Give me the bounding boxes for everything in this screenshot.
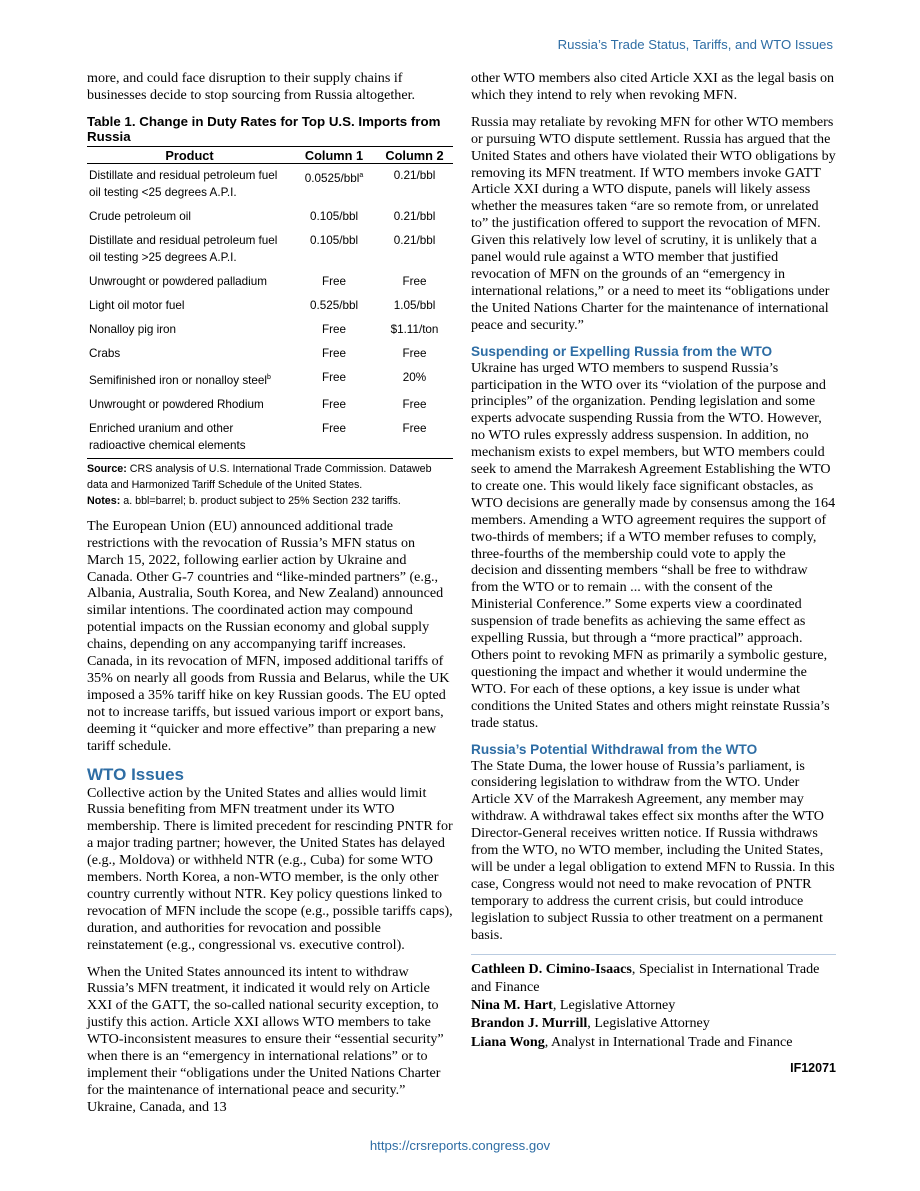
product-cell: Unwrought or powdered Rhodium [89,397,264,411]
column-2-cell: Free [402,346,427,360]
author-role: , Legislative Attorney [587,1015,710,1032]
column-2-cell: 0.21/bbl [393,233,436,247]
left-column [87,70,453,1126]
column-1-cell: Free [321,322,347,336]
column-1-cell: 0.525/bbl [309,298,359,312]
paragraph: The European Union (EU) announced additional trade restrictions with the revocation of Russia’s MFN status on March 15, 2022, following earlier action by Ukraine and Canada. Other G-7 countries and “like-minded partners” (e.g., Albania, Australia, South Korea, and New Zealand) announced similar intentions. The coordinated action may compound potential impacts on the Russian economy and global supply chains, depending on any accompanying tariff increases. Canada, in its revocation of MFN, imposed additional tariffs of 35% on nearly all goods from Russia and Belarus, while the UK imposed a 35% tariff hike on key Russian goods. The EU opted not to increase tariffs, but issued various import or export bans, deeming it “quicker and more effective” than preparing a new tariff schedule. [87,517,450,754]
footnote-marker: b [267,373,271,381]
column-2-cell: Free [376,417,453,459]
notes-label: Notes: [87,494,121,507]
author-list [471,960,836,1051]
author-entry [471,1014,836,1032]
column-header-column-2: Column 2 [376,146,453,163]
author-entry [471,960,836,997]
table-row [87,229,453,270]
column-2-cell: 20% [402,370,427,384]
duty-rate-table-block [87,114,453,509]
paragraph: more, and could face disruption to their supply chains if businesses decide to stop sourcing from Russia altogether. [87,70,416,103]
column-2-cell: 0.21/bbl [393,168,436,182]
paragraph: Collective action by the United States and allies would limit Russia benefiting from MFN treatment under its WTO membership. There is limited precedent for rescinding PNTR for a major trading partner; however, the United States has delayed (e.g., Moldova) or withheld NTR (e.g., Cuba) for some WTO members. North Korea, a non-WTO member, is the only other country currently without NTR. Key policy questions linked to revocation of MFN include the scope (e.g., possible tariffs caps), duration, and authorities for revocation and possible reinstatement (e.g., congressional vs. executive control). [87,784,453,953]
table-row [87,270,453,294]
column-2-cell: 1.05/bbl [393,298,436,312]
author-role: , Legislative Attorney [552,997,676,1014]
subsection-heading-suspending: Suspending or Expelling Russia from the WTO [471,343,773,359]
column-2-cell: Free [402,397,427,411]
product-cell: Nonalloy pig iron [89,322,177,336]
column-1-cell: 0.105/bbl [309,209,359,223]
product-cell: Crude petroleum oil [89,209,191,223]
column-1-cell: Free [292,417,376,459]
table-row [87,318,453,342]
footnote-marker: a [359,171,364,179]
source-label: Source: [87,462,127,475]
section-heading-wto-issues: WTO Issues [87,764,184,784]
column-header-product: Product [87,146,292,163]
table-row [87,342,453,366]
author-name: Cathleen D. Cimino-Isaacs [471,960,632,977]
document-id: IF12071 [790,1060,836,1075]
author-entry [471,996,836,1014]
product-cell: Distillate and residual petroleum fuel oil testing <25 degrees A.P.I. [89,168,278,199]
footer-url-link[interactable]: https://crsreports.congress.gov [369,1138,551,1153]
column-2-cell: $1.11/ton [390,322,439,336]
paragraph: When the United States announced its intent to withdraw Russia’s MFN treatment, it indicated it would rely on Article XXI of the GATT, the so-called national security exception, to justify this action. Article XXI allows WTO members to take WTO-inconsistent measures to ensure their “essential security” when there is an “emergency in international relations” or to implement their “obligations under the United Nations Charter for the maintenance of international peace and security.” Ukraine, Canada, and 13 [87,963,444,1115]
table-row [87,366,453,393]
table-row [87,393,453,417]
author-name: Brandon J. Murrill [471,1015,588,1032]
paragraph: other WTO members also cited Article XXI as the legal basis on which they intend to rely when revoking MFN. [471,70,835,103]
author-name: Liana Wong [471,1033,545,1050]
column-2-cell: 0.21/bbl [393,209,436,223]
table-header-row [87,146,453,163]
source-text: CRS analysis of U.S. International Trade Commission. Dataweb data and Harmonized Tariff Schedule of the United States. [87,462,432,491]
duty-rate-table [87,146,453,459]
table-row [87,294,453,318]
paragraph: Ukraine has urged WTO members to suspend Russia’s participation in the WTO over its “violation of the purpose and principles” of the organization. Pending legislation and some experts advocate suspending Russia from the WTO. However, no WTO rules expressly address suspension. In addition, no mechanism exists to expel members, but WTO members could seek to amend the Marrakesh Agreement Establishing the WTO to create one. This would likely face significant obstacles, as WTO decisions are generally made by consensus among the 164 members. Amending a WTO agreement requires the support of two-thirds of members; if a WTO member refuses to comply, three-fourths of the membership could vote to apply the decision and dissenting members “shall be free to withdraw from the WTO or to remain ... with the consent of the Ministerial Conference.” Some experts view a coordinated suspension of trade benefits as achieving the same effect as expelling Russia, but through a “more practical” approach. Others point to revoking MFN as primarily a symbolic gesture, questioning the impact and whether it would undermine the WTO. For each of these options, a key issue is under what conditions the United States and others might reinstate Russia’s trade status. [471,359,836,731]
table-source-notes [87,461,453,509]
author-role: , Analyst in International Trade and Finance [544,1033,793,1050]
column-header-column-1: Column 1 [292,146,376,163]
paragraph: The State Duma, the lower house of Russia’s parliament, is considering legislation to withdraw from the WTO. Under Article XV of the Marrakesh Agreement, any member may withdraw. A withdrawal takes effect six months after the WTO Director-General receives written notice. If Russia withdraws from the WTO, no WTO member, including the United States, will be under a legal obligation to extend MFN to Russia. In this case, Congress would not need to make revocation of PNTR temporary to address the current crisis, but could introduce legislation to subject Russia to other treatment on a permanent basis. [471,757,835,943]
column-1-cell: Free [321,370,347,384]
product-cell: Semifinished iron or nonalloy steel$^b$ [89,373,271,387]
paragraph: Russia may retaliate by revoking MFN for other WTO members or pursuing WTO dispute settlement. Russia has argued that the United States and others have violated their WTO obligations by removing its MFN treatment. If WTO members invoke GATT Article XXI during a WTO dispute, panels will likely assess whether the measures taken “are so remote from, or unrelated to” the justification offered to support the revocation of MFN. Given this relatively low level of scrutiny, it is unlikely that a panel would rule against a WTO member that justified revocation of MFN on the grounds of an “emergency in international relations,” or a need to meet its “obligations under the United Nations Charter for the maintenance of international peace and security.” [471,113,836,333]
subsection-heading-withdrawal: Russia’s Potential Withdrawal from the WTO [471,741,758,757]
column-1-cell: 0.0525/bbl$^a$ [304,171,364,185]
product-cell: Unwrought or powdered palladium [89,274,268,288]
product-cell: Crabs [89,346,121,360]
column-1-cell: 0.105/bbl [309,233,359,247]
right-column [471,70,836,1075]
product-cell: Distillate and residual petroleum fuel oil testing >25 degrees A.P.I. [89,233,278,264]
table-row [87,205,453,229]
author-divider [471,954,836,955]
product-cell: Enriched uranium and other radioactive chemical elements [87,417,292,459]
table-row [87,417,453,459]
notes-text: a. bbl=barrel; b. product subject to 25% Section 232 tariffs. [123,494,401,507]
column-1-cell: Free [321,397,347,411]
author-name: Nina M. Hart [471,997,553,1014]
author-role: , Specialist in International Trade and Finance [471,960,820,995]
product-cell: Light oil motor fuel [89,298,185,312]
column-2-cell: Free [402,274,427,288]
author-entry [471,1033,836,1051]
running-header: Russia’s Trade Status, Tariffs, and WTO Issues [557,37,833,52]
column-1-cell: Free [321,346,347,360]
table-row [87,163,453,205]
column-1-cell: Free [321,274,347,288]
table-title: Table 1. Change in Duty Rates for Top U.S. Imports from Russia [87,113,441,145]
